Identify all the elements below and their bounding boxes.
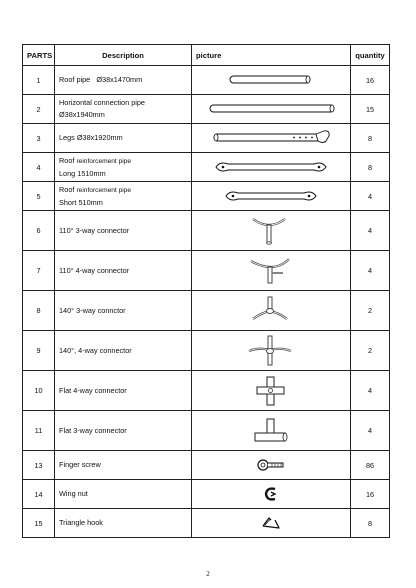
- part-description: [55, 251, 192, 291]
- part-description: [55, 182, 192, 211]
- part-description: [55, 371, 192, 411]
- description-line: Roof: [59, 184, 75, 194]
- part-description: [55, 211, 192, 251]
- part-number: 7: [23, 251, 55, 291]
- header-parts: PARTS: [23, 45, 55, 66]
- part-picture: [192, 211, 351, 251]
- 4-way-110-connector-icon: [241, 253, 301, 289]
- part-picture: [192, 480, 351, 509]
- short-reinforcement-pipe-icon: [196, 186, 346, 206]
- part-picture: [192, 251, 351, 291]
- table-row: [23, 124, 390, 153]
- table-row: [23, 251, 390, 291]
- part-picture: [192, 182, 351, 211]
- part-picture: [192, 371, 351, 411]
- part-quantity: 2: [351, 331, 390, 371]
- description-line: 140°, 4-way connector: [59, 345, 132, 355]
- table-row: [23, 451, 390, 480]
- part-quantity: 8: [351, 509, 390, 538]
- flat-4-way-connector-icon: [241, 373, 301, 409]
- part-description: [55, 124, 192, 153]
- page-number: 2: [206, 570, 210, 578]
- finger-screw-icon: [241, 454, 301, 476]
- description-line: 110° 3-way connector: [59, 225, 130, 235]
- part-description: [55, 291, 192, 331]
- description-line: 140° 3-way connctor: [59, 305, 126, 315]
- part-quantity: 15: [351, 95, 390, 124]
- part-number: 8: [23, 291, 55, 331]
- table-row: [23, 211, 390, 251]
- part-quantity: 4: [351, 371, 390, 411]
- description-line: Finger screw: [59, 460, 101, 469]
- part-number: 5: [23, 182, 55, 211]
- header-description: Description: [55, 45, 192, 66]
- description-dimension: Long 1510mm: [59, 168, 106, 178]
- part-picture: [192, 153, 351, 182]
- description-line: Wing nut: [59, 489, 88, 498]
- part-number: 10: [23, 371, 55, 411]
- 3-way-110-connector-icon: [241, 213, 301, 249]
- part-description: [55, 509, 192, 538]
- part-quantity: 4: [351, 211, 390, 251]
- description-line: Flat 4-way connector: [59, 385, 127, 395]
- roof-pipe-icon: [196, 70, 346, 90]
- part-number: 3: [23, 124, 55, 153]
- description-line: Legs Ø38x1920mm: [59, 133, 123, 142]
- part-quantity: 8: [351, 153, 390, 182]
- part-number: 9: [23, 331, 55, 371]
- leg-pipe-icon: [196, 128, 346, 148]
- triangle-hook-icon: [241, 512, 301, 534]
- part-quantity: 2: [351, 291, 390, 331]
- description-line: 110° 4-way connector: [59, 265, 130, 275]
- part-description: [55, 411, 192, 451]
- table-row: [23, 371, 390, 411]
- part-number: 6: [23, 211, 55, 251]
- description-subtext: reinforcement pipe: [76, 186, 132, 194]
- description-dimension: Short 510mm: [59, 197, 103, 207]
- table-row: [23, 66, 390, 95]
- description-dimension: Ø38x1940mm: [59, 110, 105, 119]
- part-picture: [192, 291, 351, 331]
- part-quantity: 4: [351, 182, 390, 211]
- part-number: 13: [23, 451, 55, 480]
- part-number: 4: [23, 153, 55, 182]
- description-line: Roof: [59, 155, 75, 165]
- part-picture: [192, 411, 351, 451]
- part-number: 15: [23, 509, 55, 538]
- description-dimension: Ø38x1470mm: [96, 75, 143, 84]
- part-description: [55, 95, 192, 124]
- horizontal-pipe-icon: [196, 99, 346, 119]
- part-number: 14: [23, 480, 55, 509]
- table-header-row: [23, 45, 390, 66]
- table-row: [23, 509, 390, 538]
- part-quantity: 8: [351, 124, 390, 153]
- description-line: Triangle hook: [59, 518, 103, 527]
- part-description: [55, 451, 192, 480]
- table-row: [23, 411, 390, 451]
- part-quantity: 16: [351, 66, 390, 95]
- part-picture: [192, 331, 351, 371]
- table-row: [23, 291, 390, 331]
- description-subtext: reinforcement pipe: [76, 157, 132, 165]
- table-row: [23, 182, 390, 211]
- header-picture: picture: [192, 45, 351, 66]
- part-picture: [192, 509, 351, 538]
- table-row: [23, 153, 390, 182]
- part-description: [55, 153, 192, 182]
- parts-table: [22, 44, 390, 538]
- part-number: 2: [23, 95, 55, 124]
- header-quantity: quantity: [351, 45, 390, 66]
- part-description: [55, 480, 192, 509]
- part-description: [55, 331, 192, 371]
- part-quantity: 4: [351, 411, 390, 451]
- part-number: 1: [23, 66, 55, 95]
- table-row: [23, 480, 390, 509]
- flat-3-way-connector-icon: [241, 413, 301, 449]
- table-row: [23, 95, 390, 124]
- long-reinforcement-pipe-icon: [196, 157, 346, 177]
- part-picture: [192, 124, 351, 153]
- part-picture: [192, 66, 351, 95]
- table-row: [23, 331, 390, 371]
- description-line: Horizontal connection pipe: [59, 98, 145, 107]
- part-number: 11: [23, 411, 55, 451]
- description-line: Roof pipe: [59, 75, 91, 84]
- 3-way-140-connector-icon: [241, 293, 301, 329]
- part-picture: [192, 95, 351, 124]
- description-line: Flat 3-way connector: [59, 425, 127, 435]
- part-quantity: 16: [351, 480, 390, 509]
- 4-way-140-connector-icon: [241, 333, 301, 369]
- part-picture: [192, 451, 351, 480]
- wing-nut-icon: [241, 483, 301, 505]
- part-description: [55, 66, 192, 95]
- part-quantity: 86: [351, 451, 390, 480]
- part-quantity: 4: [351, 251, 390, 291]
